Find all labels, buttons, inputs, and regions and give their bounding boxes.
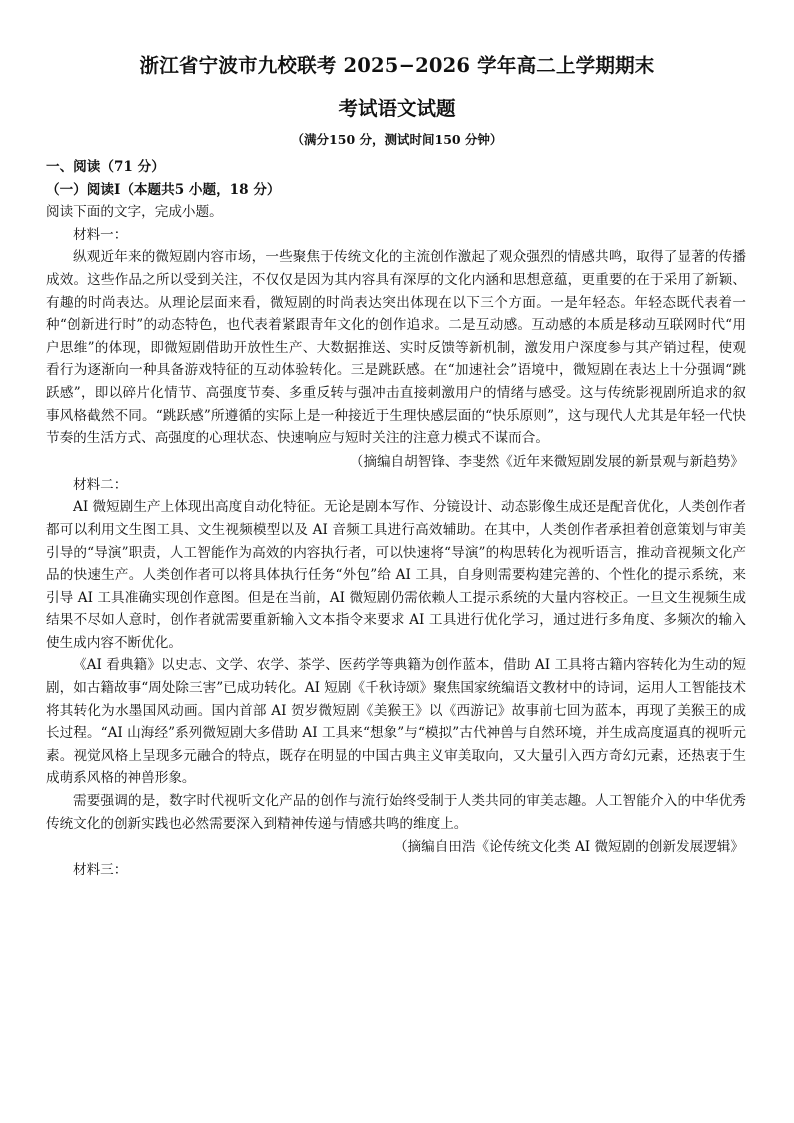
exam-meta: （满分150 分，测试时间150 分钟） bbox=[291, 132, 503, 147]
instruction: 阅读下面的文字，完成小题。 bbox=[46, 204, 223, 221]
material-2-paragraph-1: AI 微短剧生产上体现出高度自动化特征。无论是剧本写作、分镜设计、动态影像生成还是配音优化，人类创作者都可以利用文生图工具、文生视频模型以及 AI 音频工具进行高效辅助。在其中，人类创作者承担着创意策划与审美引导的“导演”职责，人工智能作为高效的内容执行者，可以快速将“导演”的构思转化为视听语言，推动音视频文化产品的快速生产。人类创作者可以将具体执行任务“外包”给 AI 工具，自身则需要构建完善的、个性化的提示系统，来引导 AI 工具准确实现创作意图。但是在当前，AI 微短剧仍需依赖人工提示系统的大量内容校正。一旦文生视频生成结果不尽如人意时，创作者就需要重新输入文本指令来要求 AI 工具进行优化学习，通过进行多角度、多频次的输入使生成内容不断优化。 bbox=[46, 499, 746, 651]
section-heading: 一、阅读（71 分） bbox=[46, 159, 165, 175]
material-1-paragraph: 纵观近年来的微短剧内容市场，一些聚焦于传统文化的主流创作激起了观众强烈的情感共鸣，取得了显著的传播成效。这些作品之所以受到关注，不仅仅是因为其内容具有深厚的文化内涵和思想意蕴，更重要的在于采用了新颖、有趣的时尚表达。从理论层面来看，微短剧的时尚表达突出体现在以下三个方面。一是年轻态。年轻态既代表着一种“创新进行时”的动态特色，也代表着紧跟青年文化的创作追求。二是互动感。互动感的本质是移动互联网时代“用户思维”的体现，即微短剧借助开放性生产、大数据推送、实时反馈等新机制，激发用户深度参与其产销过程，使观看行为逐渐向一种具备游戏特征的互动体验转化。三是跳跃感。在“加速社会”语境中，微短剧在表达上十分强调“跳跃感”，即以碎片化情节、高强度节奏、多重反转与强冲击直接刺激用户的情绪与感受。这与传统影视剧所追求的叙事风格截然不同。“跳跃感”所遵循的实际上是一种接近于生理快感层面的“快乐原则”，这与现代人尤其是年轻一代快节奏的生活方式、高强度的心理状态、快速响应与短时关注的注意力模式不谋而合。 bbox=[46, 249, 746, 447]
subsection-heading: （一）阅读Ⅰ（本题共5 小题，18 分） bbox=[46, 181, 281, 198]
material-1-source: （摘编自胡智锋、李斐然《近年来微短剧发展的新景观与新趋势》 bbox=[349, 453, 744, 470]
exam-title: 浙江省宁波市九校联考 2025−2026 学年高二上学期期末 bbox=[139, 54, 655, 77]
material-2-paragraph-3: 需要强调的是，数字时代视听文化产品的创作与流行始终受制于人类共同的审美志趣。人工智能介入的中华优秀传统文化的创新实践也必然需要深入到精神传递与情感共鸣的维度上。 bbox=[46, 793, 746, 832]
material-2-label: 材料二： bbox=[73, 476, 128, 493]
material-1-label: 材料一： bbox=[73, 226, 128, 243]
material-3-label: 材料三： bbox=[73, 862, 128, 879]
material-2-paragraph-2: 《AI 看典籍》以史志、文学、农学、茶学、医药学等典籍为创作蓝本，借助 AI 工具将古籍内容转化为生动的短剧，如古籍故事“周处除三害”已成功转化。AI 短剧《千秋诗颂》聚焦国家统编语文教材中的诗词，运用人工智能技术将其转化为水墨国风动画。国内首部 AI 贺岁微短剧《美猴王》以《西游记》故事前七回为蓝本，再现了美猴王的成长过程。“AI 山海经”系列微短剧大多借助 AI 工具来“想象”与“模拟”古代神兽与自然环境，并生成高度逼真的视听元素。视觉风格上呈现多元融合的特点，既存在明显的中国古典主义审美取向，又大量引入西方奇幻元素，还热衷于生成萌系风格的神兽形象。 bbox=[46, 657, 746, 787]
exam-body bbox=[46, 156, 746, 882]
exam-subtitle: 考试语文试题 bbox=[338, 97, 456, 120]
material-2-source: （摘编自田浩《论传统文化类 AI 微短剧的创新发展逻辑》 bbox=[393, 839, 744, 856]
